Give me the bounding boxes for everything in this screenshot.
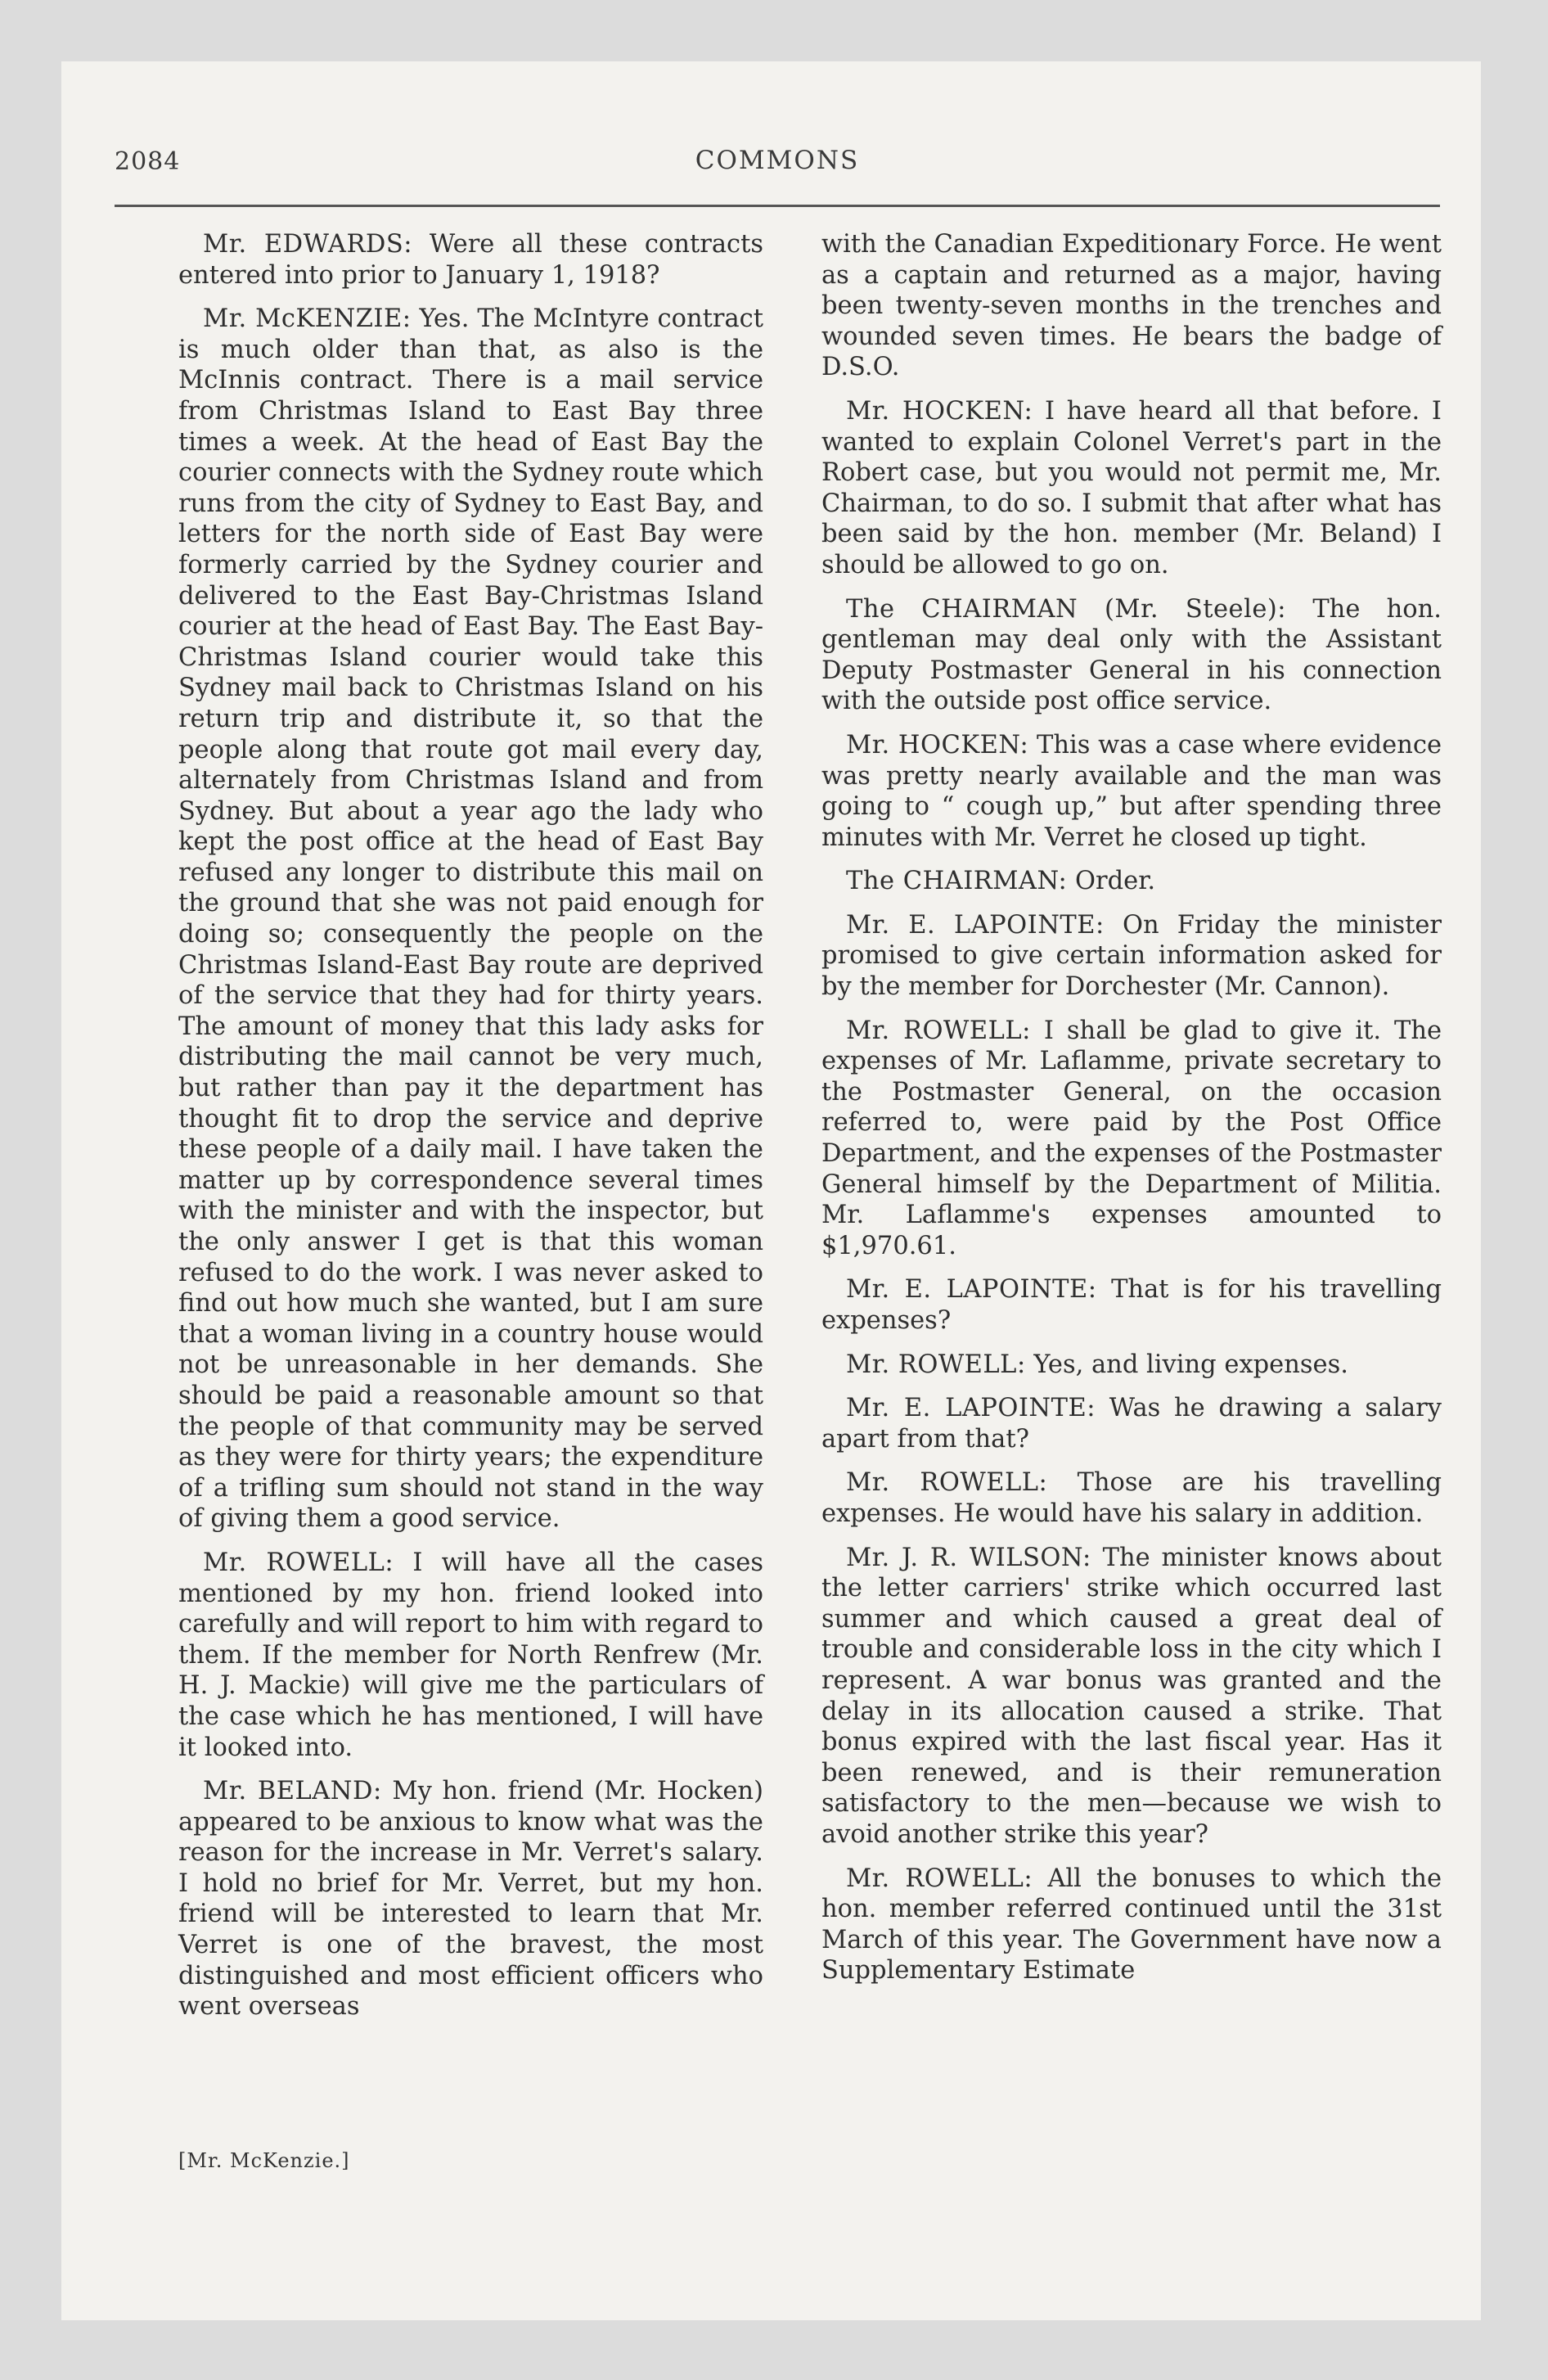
- speaker-name: Mr. EDWARDS:: [203, 230, 413, 259]
- right-column: [821, 229, 1442, 1999]
- speaker-name: Mr. BELAND:: [203, 1777, 382, 1806]
- speaker-name: Mr. ROWELL:: [846, 1864, 1033, 1893]
- paragraph: [821, 1864, 1442, 1986]
- speech-text: Order.: [1075, 867, 1156, 896]
- page-number: 2084: [115, 147, 181, 176]
- speech-text: That is for his travelling expenses?: [821, 1275, 1442, 1335]
- speaker-name: Mr. HOCKEN:: [846, 730, 1029, 760]
- speaker-name: The CHAIRMAN:: [846, 867, 1068, 896]
- speaker-name: Mr. ROWELL:: [846, 1350, 1026, 1379]
- paragraph: [821, 396, 1442, 581]
- paragraph: [821, 1393, 1442, 1454]
- speaker-name: Mr. E. LAPOINTE:: [846, 910, 1105, 940]
- speaker-name: Mr. E. LAPOINTE:: [846, 1275, 1097, 1305]
- paragraph-continued: [821, 229, 1442, 383]
- speech-text: I shall be glad to give it. The expenses of Mr. Laflamme, private secretary to the Postmaster General, on the occasion referred to, were paid by the Post Office Department, and the expenses of the Postmaster General himself by the Department of Militia. Mr. Laflamme's expenses amounted to $1,970.61.: [821, 1016, 1442, 1260]
- speaker-name: Mr. ROWELL:: [203, 1548, 394, 1577]
- paragraph: [821, 910, 1442, 1003]
- speech-text: Yes. The McIntyre contract is much older than that, as also is the McInnis contract. There is a mail service from Christmas Island to East Bay three times a week. At the head of East Bay the courier connects with the Sydney route which runs from the city of Sydney to East Bay, and letters for the north side of East Bay were formerly carried by the Sydney courier and delivered to the East Bay-Christmas Island courier at the head of East Bay. The East Bay-Christmas Island courier would take this Sydney mail back to Christmas Island on his return trip and distribute it, so that the people along that route got mail every day, alternately from Christmas Island and from Sydney. But about a year ago the lady who kept the post office at the head of East Bay refused any longer to distribute this mail on the ground that she was not paid enough for doing so; consequently the people on the Christmas Island-East Bay route are deprived of the service that they had for thirty years. The amount of money that this lady asks for distributing the mail cannot be very much, but rather than pay it the department has thought fit to drop the service and deprive these people of a daily mail. I have taken the matter up by correspondence several times with the minister and with the inspector, but the only answer I get is that this woman refused to do the work. I was never asked to find out how much she wanted, but I am sure that a woman living in a country house would not be unreasonable in her demands. She should be paid a reasonable amount so that the people of that community may be served as they were for thirty years; the expenditure of a trifling sum should not stand in the way of giving them a good service.: [178, 304, 764, 1534]
- speech-text: I will have all the cases mentioned by my hon. friend looked into carefully and will report to him with regard to them. If the member for North Renfrew (Mr. H. J. Mackie) will give me the particulars of the case which he has mentioned, I will have it looked into.: [178, 1548, 764, 1762]
- paragraph: [821, 1274, 1442, 1336]
- speech-text: Was he drawing a salary apart from that?: [821, 1394, 1442, 1454]
- speech-text: Yes, and living expenses.: [1033, 1350, 1348, 1379]
- speaker-footer-tag: [Mr. McKenzie.]: [178, 2149, 350, 2172]
- paragraph: [821, 1016, 1442, 1262]
- paragraph: [821, 1467, 1442, 1529]
- paragraph: [821, 594, 1442, 717]
- speaker-name: Mr. J. R. WILSON:: [846, 1543, 1091, 1572]
- speech-text: All the bonuses to which the hon. member referred continued until the 31st March of this year. The Government have now a Supplementary Estimate: [821, 1864, 1442, 1986]
- speech-text: Those are his travelling expenses. He would have his salary in addition.: [821, 1468, 1442, 1528]
- paragraph: [178, 229, 763, 291]
- paragraph: [821, 866, 1442, 897]
- speech-text: My hon. friend (Mr. Hocken) appeared to be anxious to know what was the reason for the increase in Mr. Verret's salary. I hold no brief for Mr. Verret, but my hon. friend will be interested to learn that Mr. Verret is one of the bravest, the most distinguished and most efficient officers who went overseas: [178, 1777, 763, 2022]
- speech-text: The minister knows about the letter carriers' strike which occurred last summer and which caused a great deal of trouble and considerable loss in the city which I represent. A war bonus was granted and the delay in its allocation caused a strike. That bonus expired with the last fiscal year. Has it been renewed, and is their remuneration satisfactory to the men—because we wish to avoid another strike this year?: [821, 1543, 1442, 1849]
- paragraph: [178, 304, 763, 1535]
- page-header: [115, 139, 1440, 188]
- speech-text: I have heard all that before. I wanted to explain Colonel Verret's part in the Robert case, but you would not permit me, Mr. Chairman, to do so. I submit that after what has been said by the hon. member (Mr. Beland) I should be allowed to go on.: [821, 396, 1442, 579]
- paragraph: [178, 1776, 763, 2022]
- speaker-name: Mr. ROWELL:: [846, 1468, 1048, 1498]
- speech-text: On Friday the minister promised to give certain information asked for by the member for Dorchester (Mr. Cannon).: [821, 910, 1442, 1002]
- paragraph: [821, 1350, 1442, 1381]
- speaker-name: Mr. ROWELL:: [846, 1016, 1031, 1045]
- speech-text: with the Canadian Expeditionary Force. He went as a captain and returned as a major, having been twenty-seven months in the trenches and wounded seven times. He bears the badge of D.S.O.: [821, 230, 1442, 382]
- left-column: [178, 229, 763, 2035]
- speaker-name: Mr. E. LAPOINTE:: [846, 1394, 1096, 1423]
- speech-text: This was a case where evidence was pretty nearly available and the man was going to “ cough up,” but after spending three minutes with Mr. Verret he closed up tight.: [821, 730, 1442, 852]
- header-rule: [115, 205, 1440, 207]
- speech-text: Were all these contracts entered into prior to January 1, 1918?: [178, 230, 764, 290]
- speech-text: The hon. gentleman may deal only with the Assistant Deputy Postmaster General in his connection with the outside post office service.: [821, 594, 1442, 716]
- speaker-name: The CHAIRMAN (Mr. Steele):: [846, 594, 1287, 624]
- paragraph: [178, 1548, 763, 1763]
- speaker-name: Mr. McKENZIE:: [203, 304, 412, 334]
- paragraph: [821, 1543, 1442, 1850]
- running-title: COMMONS: [695, 146, 860, 175]
- speaker-name: Mr. HOCKEN:: [846, 396, 1033, 426]
- paragraph: [821, 730, 1442, 853]
